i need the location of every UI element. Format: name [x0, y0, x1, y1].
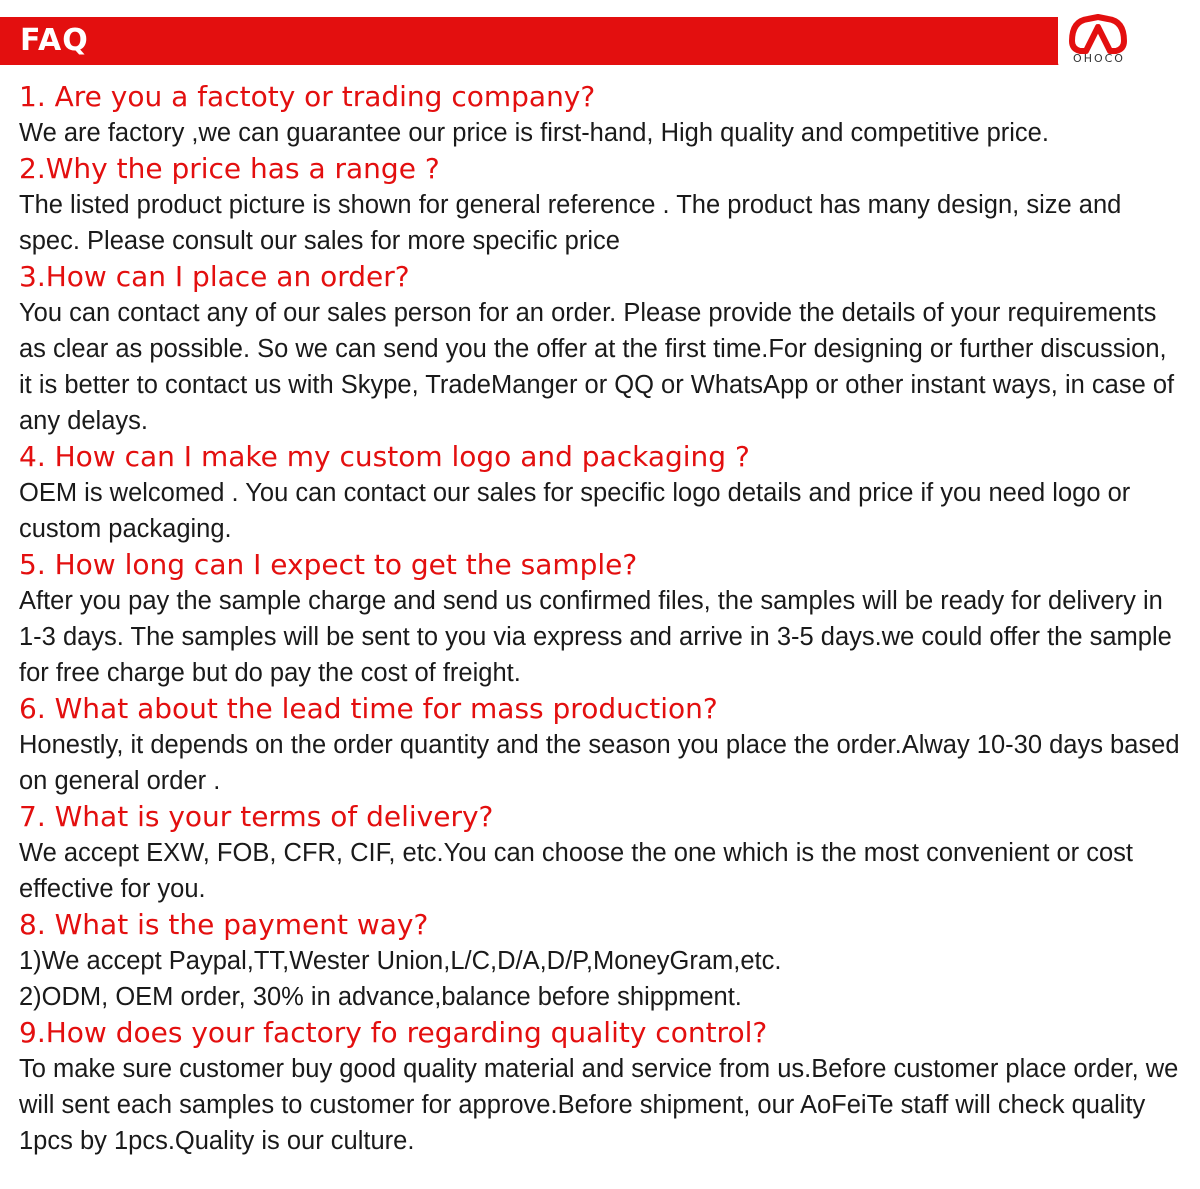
faq-list: [19, 79, 1184, 1159]
faq-answer: Honestly, it depends on the order quantity and the season you place the order.Alway 10-30 days based on general order .: [19, 731, 1180, 795]
faq-question: 5. How long can I expect to get the sample?: [19, 548, 638, 581]
header-bar: [0, 17, 1200, 65]
faq-item: [19, 907, 1184, 1015]
faq-question: 4. How can I make my custom logo and packaging ?: [19, 440, 750, 473]
faq-item: [19, 79, 1184, 151]
faq-answer: The listed product picture is shown for general reference . The product has many design, size and spec. Please consult our sales for more specific price: [19, 191, 1122, 255]
faq-answer: After you pay the sample charge and send us confirmed files, the samples will be ready for delivery in 1-3 days. The samples will be sent to you via express and arrive in 3-5 days.we could offer the sample for free charge but do pay the cost of freight.: [19, 587, 1172, 687]
faq-answer: 2)ODM, OEM order, 30% in advance,balance before shippment.: [19, 983, 742, 1011]
faq-answer: OEM is welcomed . You can contact our sales for specific logo details and price if you need logo or custom packaging.: [19, 479, 1131, 543]
brand-logo: [1058, 9, 1200, 67]
faq-item: [19, 799, 1184, 907]
faq-answer: To make sure customer buy good quality material and service from us.Before customer place order, we will sent each samples to customer for approve.Before shipment, our AoFeiTe staff will check quality 1pcs by 1pcs.Quality is our culture.: [19, 1055, 1179, 1155]
faq-question: 3.How can I place an order?: [19, 260, 410, 293]
faq-question: 8. What is the payment way?: [19, 908, 429, 941]
brand-name: OHOCO: [1073, 52, 1125, 65]
faq-question: 1. Are you a factoty or trading company?: [19, 80, 596, 113]
faq-item: [19, 1015, 1184, 1159]
faq-question: 6. What about the lead time for mass production?: [19, 692, 718, 725]
faq-answer: We accept EXW, FOB, CFR, CIF, etc.You can choose the one which is the most convenient or cost effective for you.: [19, 839, 1134, 903]
page-title: FAQ: [20, 23, 89, 58]
faq-answer: You can contact any of our sales person for an order. Please provide the details of your requirements as clear as possible. So we can send you the offer at the first time.For designing or further discussion, it is better to contact us with Skype, TradeManger or QQ or WhatsApp or other instant ways, in case of any delays.: [19, 299, 1175, 435]
faq-item: [19, 547, 1184, 691]
faq-question: 2.Why the price has a range ?: [19, 152, 440, 185]
faq-item: [19, 259, 1184, 439]
faq-answer: 1)We accept Paypal,TT,Wester Union,L/C,D/A,D/P,MoneyGram,etc.: [19, 947, 782, 975]
faq-question: 9.How does your factory fo regarding quality control?: [19, 1016, 768, 1049]
faq-item: [19, 439, 1184, 547]
faq-question: 7. What is your terms of delivery?: [19, 800, 494, 833]
faq-answer: We are factory ,we can guarantee our price is first-hand, High quality and competitive price.: [19, 119, 1049, 147]
brand-logo-icon: [1066, 11, 1130, 55]
faq-item: [19, 691, 1184, 799]
faq-item: [19, 151, 1184, 259]
